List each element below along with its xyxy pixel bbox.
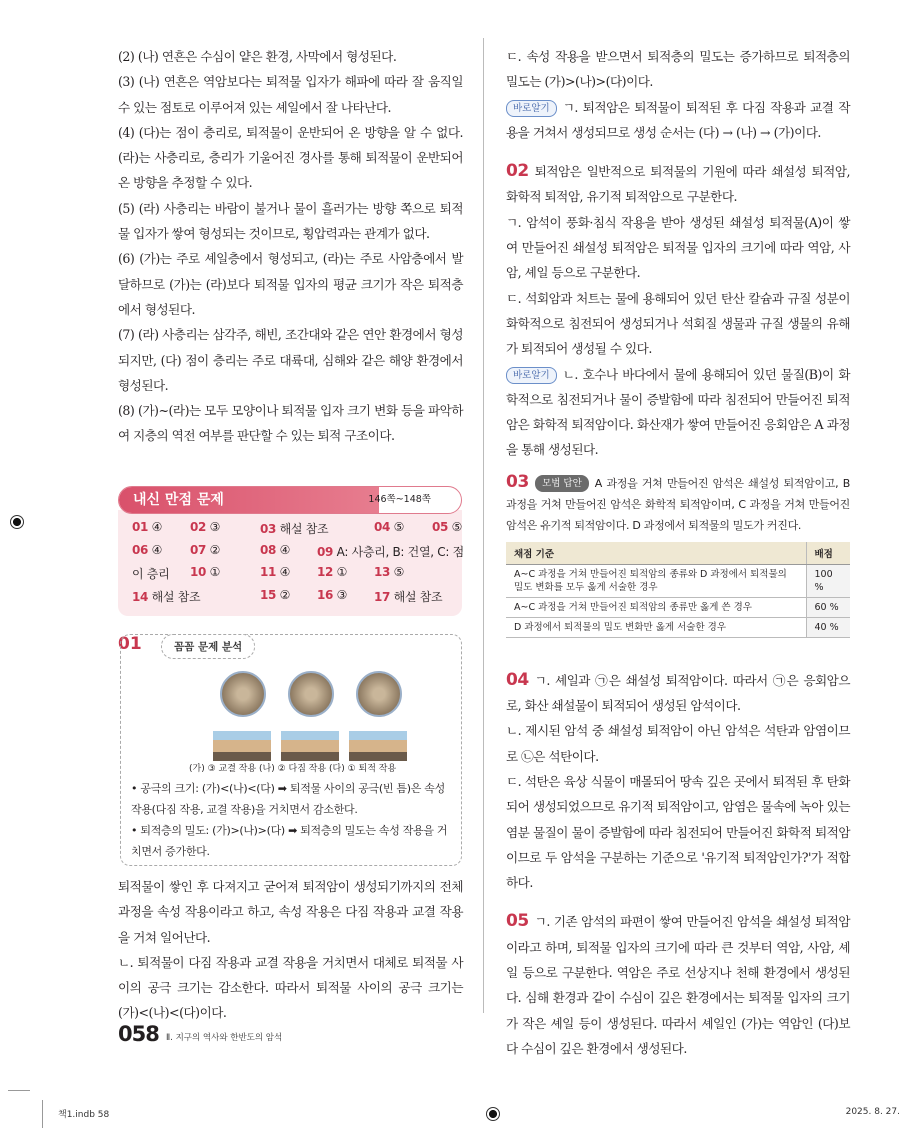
table-row <box>506 617 850 637</box>
left-explanations <box>118 44 463 486</box>
question-number: 04 <box>506 669 529 690</box>
answer-number: 02 <box>190 520 207 534</box>
answer-number: 14 <box>132 589 149 604</box>
date-slug: 2025. 8. 27. <box>845 1107 900 1117</box>
answer-number: 04 <box>374 520 391 534</box>
answer-value: ④ <box>279 565 291 579</box>
answer-number: 07 <box>190 542 207 557</box>
q05 <box>506 909 850 1061</box>
answer-item <box>190 565 220 579</box>
answer-row <box>132 565 452 588</box>
correct-tag: 바로알기 <box>506 100 557 117</box>
answer-value: 해설 참조 <box>279 522 329 536</box>
answer-number: 15 <box>260 587 277 602</box>
problem-analysis-title: 꼼꼼 문제 분석 <box>161 634 255 659</box>
file-slug: 책1.indb 58 <box>58 1110 110 1120</box>
answer-item <box>190 543 220 557</box>
q01-block <box>118 634 463 866</box>
right-top <box>506 44 850 145</box>
para: ㄴ. 제시된 암석 중 쇄설성 퇴적암이 아닌 암석은 석탄과 암염이므로 ㉡은 석탄이다. <box>506 723 850 764</box>
answer-value: ④ <box>151 520 163 534</box>
para: (2) (나) 연흔은 수심이 얕은 환경, 사막에서 형성된다. <box>118 49 397 64</box>
left-column <box>118 44 463 1026</box>
answer-value: 해설 참조 <box>151 589 201 604</box>
answer-number: 11 <box>260 565 277 579</box>
question-number: 03 <box>506 471 530 492</box>
answer-item <box>132 543 162 557</box>
answer-number: 08 <box>260 542 277 557</box>
para: ㄷ. 석탄은 육상 식물이 매몰되어 땅속 깊은 곳에서 퇴적된 후 탄화되어 생성되었으므로 유기적 퇴적암이고, 암염은 물속에 녹아 있는 염분 물질이 물이 증발함에 따라 침전되어 만들어진 화학적 퇴적암이므로 두 암석을 구분하는 기준으로 '유기적 퇴적암인가?'가 적합하다. <box>506 773 850 891</box>
q03 <box>506 473 850 536</box>
answer-item <box>190 520 220 534</box>
answer-number: 12 <box>317 565 334 579</box>
answer-number: 05 <box>432 520 449 534</box>
answer-number: 17 <box>374 589 391 604</box>
model-answer-tag: 모범 답안 <box>535 475 589 492</box>
cell: D 과정에서 퇴적물의 밀도 변화만 옳게 서술한 경우 <box>506 617 806 637</box>
answer-value: ② <box>279 587 291 602</box>
diagenesis-figure-da <box>349 671 409 761</box>
question-number: 02 <box>506 161 529 182</box>
answer-row <box>132 588 452 611</box>
answer-key-title: 내신 만점 문제 <box>119 487 379 513</box>
table-row <box>506 564 850 597</box>
answer-item <box>132 588 200 605</box>
answer-item <box>432 520 462 534</box>
answer-value: ③ <box>209 520 221 534</box>
answer-item <box>374 520 404 534</box>
diagenesis-figure-na <box>281 671 341 761</box>
para: ㄴ. 퇴적물이 다짐 작용과 교결 작용을 거치면서 대체로 퇴적물 사이의 공극 크기는 감소한다. 따라서 퇴적물 사이의 공극 크기는 (가)<(나)<(다)이다. <box>118 954 463 1021</box>
answer-value: 해설 참조 <box>393 589 443 604</box>
para: (8) (가)~(라)는 모두 모양이나 퇴적물 입자 크기 변화 등을 파악하여 지층의 역전 여부를 판단할 수 있는 퇴적 구조이다. <box>118 403 463 444</box>
page-number: 058 <box>118 1022 159 1046</box>
answer-value: A: 사층리, B: 건열, C: 점 <box>336 544 464 559</box>
answer-key-pages: 146쪽~148쪽 <box>368 494 431 505</box>
para: ㄷ. 석회암과 처트는 물에 용해되어 있던 탄산 칼슘과 규질 성분이 화학적으로 침전되어 생성되거나 석회질 생물과 규질 생물의 유해가 퇴적되어 생성될 수 있다. <box>506 290 850 357</box>
answer-item <box>132 565 169 582</box>
header-criteria: 채점 기준 <box>506 542 806 565</box>
answer-value: ⑤ <box>393 520 405 534</box>
header-score: 배점 <box>806 542 850 565</box>
figure-caption: (가) ③ 교결 작용 (나) ② 다짐 작용 (다) ① 퇴적 작용 <box>189 764 397 774</box>
para: ㄷ. 속성 작용을 받으면서 퇴적층의 밀도는 증가하므로 퇴적층의 밀도는 (가)>(나)>(다)이다. <box>506 49 850 90</box>
bullet: • 공극의 크기: (가)<(나)<(다) ➡ 퇴적물 사이의 공극(빈 틈)은 속성 작용(다짐 작용, 교결 작용)을 거치면서 감소한다. <box>131 782 445 816</box>
answer-item <box>317 543 464 560</box>
answer-number: 16 <box>317 587 334 602</box>
diagenesis-figure-ga <box>213 671 273 761</box>
cell: 60 % <box>806 597 850 617</box>
crop-mark <box>42 1100 43 1128</box>
answer-key-header <box>118 486 462 514</box>
crop-mark <box>8 1090 30 1091</box>
answer-value: ③ <box>336 587 348 602</box>
answer-value: ② <box>209 542 221 557</box>
answer-row <box>132 520 463 543</box>
answer-item <box>260 565 290 579</box>
answer-item <box>132 520 162 534</box>
answer-number: 06 <box>132 542 149 557</box>
answer-item <box>374 588 442 605</box>
answer-value: ⑤ <box>451 520 463 534</box>
para: 퇴적물이 쌓인 후 다져지고 굳어져 퇴적암이 생성되기까지의 전체 과정을 속성 작용이라고 하고, 속성 작용은 다짐 작용과 교결 작용을 거쳐 일어난다. <box>118 879 463 945</box>
answer-row <box>132 542 464 566</box>
para: 퇴적암은 일반적으로 퇴적물의 기원에 따라 쇄설성 퇴적암, 화학적 퇴적암, 유기적 퇴적암으로 구분한다. <box>506 164 850 205</box>
answer-item <box>317 588 347 602</box>
para: ㄱ. 암석이 풍화·침식 작용을 받아 생성된 쇄설성 퇴적물(A)이 쌓여 만들어진 쇄설성 퇴적암은 퇴적물 입자의 크기에 따라 역암, 사암, 셰일 등으로 구분한다. <box>506 214 850 281</box>
answer-number: 10 <box>190 565 207 579</box>
cell: A~C 과정을 거쳐 만들어진 퇴적암의 종류만 옳게 쓴 경우 <box>506 597 806 617</box>
question-number: 05 <box>506 911 529 932</box>
answer-number: 09 <box>317 544 334 559</box>
para: (5) (라) 사층리는 바람이 불거나 물이 흘러가는 방향 쪽으로 퇴적물 입자가 쌓여 형성되는 것이므로, 횡압력과는 관계가 없다. <box>118 200 463 242</box>
answer-item <box>374 565 404 579</box>
answer-item <box>260 588 290 602</box>
para: (6) (가)는 주로 셰일층에서 형성되고, (라)는 주로 사암층에서 발달하므로 (가)는 (라)보다 퇴적물 입자의 평균 크기가 작은 퇴적층에서 형성된다. <box>118 251 463 317</box>
q01-explanation <box>118 874 463 1026</box>
answer-key-box <box>118 510 462 616</box>
cell: 100 % <box>806 564 850 597</box>
q02 <box>506 159 850 463</box>
registration-mark-icon <box>10 515 24 529</box>
para: ㄴ. 호수나 바다에서 물에 용해되어 있던 물질(B)이 화학적으로 침전되거나 물이 증발함에 따라 침전되어 만들어진 퇴적암은 화학적 퇴적암이다. 화산재가 쌓여 만들어진 응회암은 A 과정을 통해 생성된다. <box>506 366 850 458</box>
para: A 과정을 거쳐 만들어진 암석은 쇄설성 퇴적암이고, B 과정을 거쳐 만들어진 암석은 화학적 퇴적암이며, C 과정을 거쳐 만들어진 암석은 유기적 퇴적암이다. D 과정에서 퇴적물의 밀도가 커진다. <box>506 476 850 532</box>
answer-value: ① <box>336 565 348 579</box>
question-number: 01 <box>118 634 142 654</box>
correct-tag: 바로알기 <box>506 367 557 384</box>
table-row <box>506 597 850 617</box>
para: (3) (나) 연흔은 역암보다는 퇴적물 입자가 해파에 따라 잘 움직일 수 있는 점토로 이루어져 있는 셰일에서 잘 나타난다. <box>118 74 463 115</box>
answer-value: ⑤ <box>393 565 405 579</box>
answer-value: ① <box>209 565 221 579</box>
para: ㄱ. 기존 암석의 파편이 쌓여 만들어진 암석을 쇄설성 퇴적암이라고 하며, 퇴적물 입자의 크기에 따라 큰 것부터 역암, 사암, 셰일 등으로 구분한다. 역암은 주로 선상지나 천해 환경에서 생성된다. 심해 환경과 같이 수심이 깊은 환경에서는 퇴적물 입자의 크기가 작은 셰일 등이 생성된다. 따라서 셰일인 (가)는 역암인 (다)보다 수심이 깊은 환경에서 생성된다. <box>506 914 850 1056</box>
problem-analysis-box <box>120 634 462 866</box>
para: ㄱ. 셰일과 ㉠은 쇄설성 퇴적암이다. 따라서 ㉠은 응회암으로, 화산 쇄설물이 퇴적되어 생성된 암석이다. <box>506 672 850 714</box>
answer-item <box>260 520 328 537</box>
chapter-title: Ⅱ. 지구의 역사와 한반도의 암석 <box>166 1033 283 1043</box>
bullet-list <box>131 778 456 862</box>
answer-value: 이 층리 <box>132 567 170 581</box>
answer-value: ④ <box>279 542 291 557</box>
answer-number: 13 <box>374 565 391 579</box>
right-column <box>506 44 850 1061</box>
cell: A~C 과정을 거쳐 만들어진 퇴적암의 종류와 D 과정에서 퇴적물의 밀도 변화를 모두 옳게 서술한 경우 <box>506 564 806 597</box>
answer-item <box>260 543 290 557</box>
para: (4) (다)는 점이 층리로, 퇴적물이 운반되어 온 방향을 알 수 없다. (라)는 사층리로, 층리가 기울어진 경사를 통해 퇴적물이 운반되어 온 방향을 추정할 수 있다. <box>118 124 463 191</box>
answer-item <box>317 565 347 579</box>
para: (7) (라) 사층리는 삼각주, 해빈, 조간대와 같은 연안 환경에서 형성되지만, (다) 점이 층리는 주로 대륙대, 심해와 같은 해양 환경에서 형성된다. <box>118 327 463 393</box>
bullet: • 퇴적층의 밀도: (가)>(나)>(다) ➡ 퇴적층의 밀도는 속성 작용을 거치면서 증가한다. <box>131 824 448 858</box>
para: ㄱ. 퇴적암은 퇴적물이 퇴적된 후 다짐 작용과 교결 작용을 거쳐서 생성되므로 생성 순서는 (다) → (나) → (가)이다. <box>506 99 850 140</box>
answer-number: 01 <box>132 520 149 534</box>
column-divider <box>483 38 484 1013</box>
cell: 40 % <box>806 617 850 637</box>
scoring-table <box>506 542 850 638</box>
q04 <box>506 668 850 896</box>
answer-value: ④ <box>151 542 163 557</box>
registration-mark-icon <box>486 1107 500 1121</box>
answer-number: 03 <box>260 522 277 536</box>
